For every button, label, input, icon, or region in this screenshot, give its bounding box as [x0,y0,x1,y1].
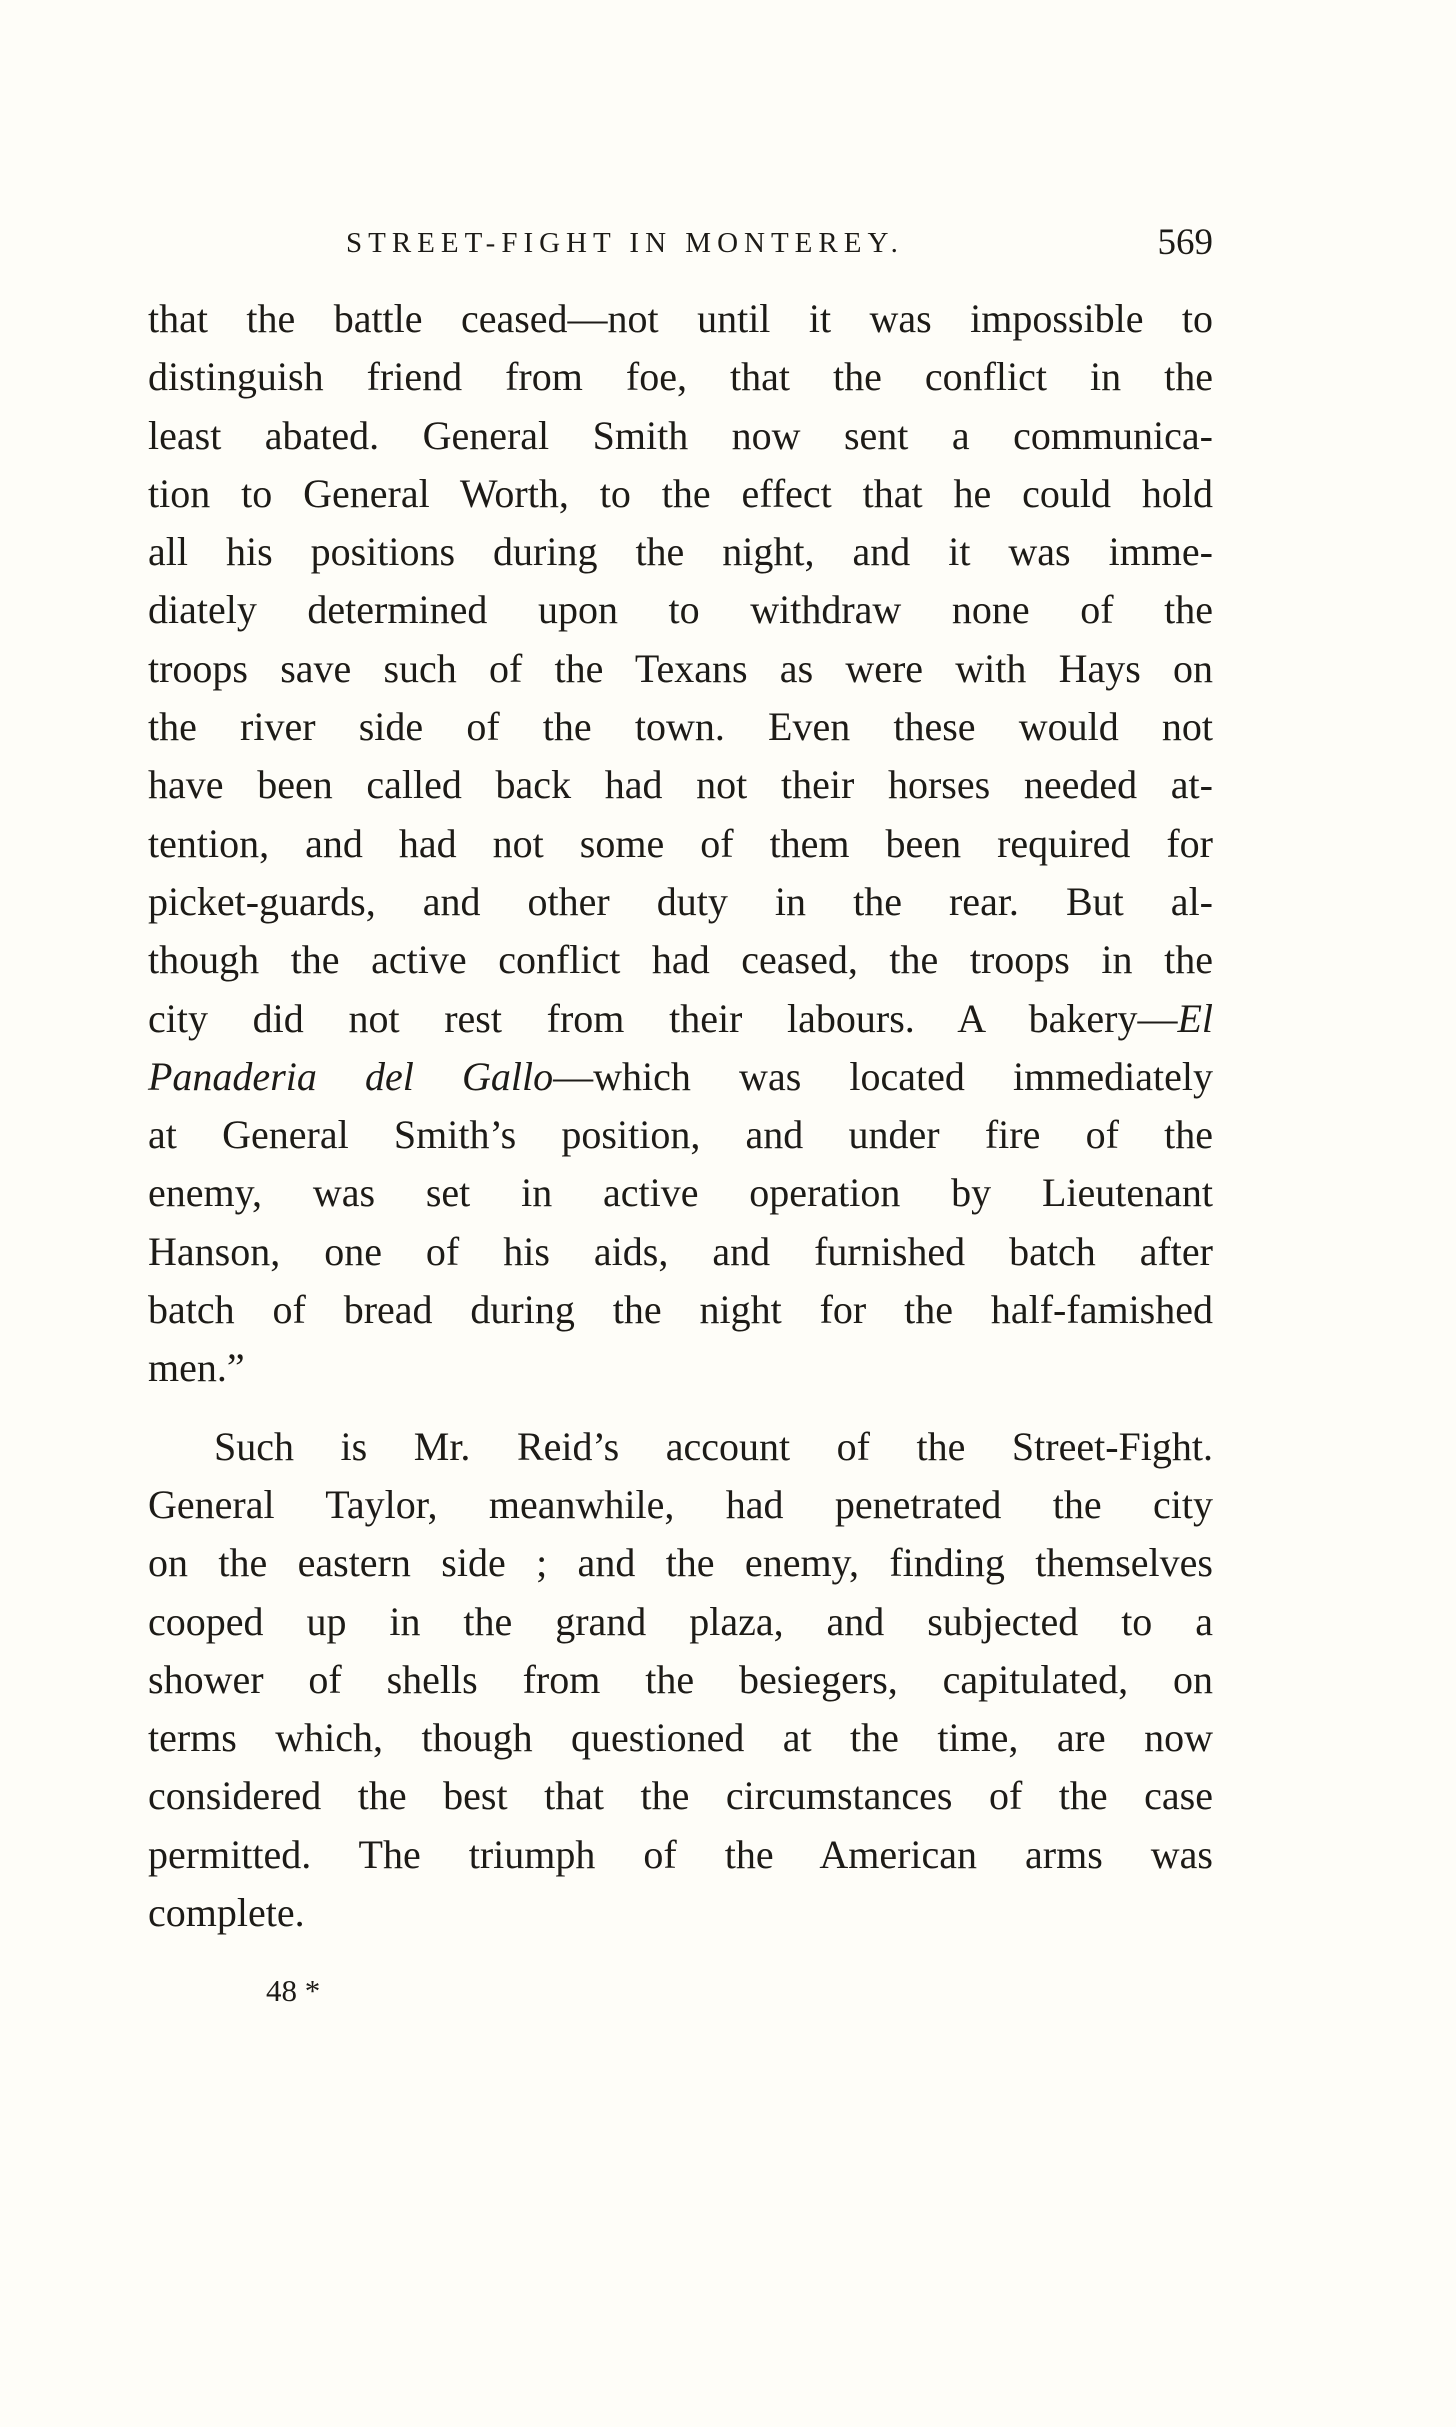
text-line-with-italic [148,990,1213,1048]
text-line: least abated. General Smith now sent a communica- [148,412,1213,458]
page-number: 569 [1157,222,1213,263]
text-line: General Taylor, meanwhile, had penetrated the city [148,1481,1213,1527]
italic-text: El [1177,995,1213,1041]
text-line: tion to General Worth, to the effect that he could hold [148,470,1213,516]
running-title: STREET-FIGHT IN MONTEREY. [346,227,904,259]
paragraph-2 [148,1418,1213,1943]
text-line: picket-guards, and other duty in the rear. But al- [148,878,1213,924]
text-line: considered the best that the circumstances of the case [148,1773,1213,1819]
text-line: complete. [148,1890,305,1936]
text-line: at General Smith’s position, and under fire of the [148,1112,1213,1158]
text-line: cooped up in the grand plaza, and subjected to a [148,1598,1213,1644]
text-line: have been called back had not their horses needed at- [148,762,1213,808]
text-line: all his positions during the night, and it was imme- [148,529,1213,575]
paragraph-gap [148,1398,1213,1418]
text-line: shower of shells from the besiegers, capitulated, on [148,1656,1213,1702]
text-line: permitted. The triumph of the American arms was [148,1831,1213,1877]
text-line: though the active conflict had ceased, the troops in the [148,937,1213,983]
text-line-with-italic [148,1048,1213,1106]
text-line: diately determined upon to withdraw none of the [148,587,1213,633]
text-line: distinguish friend from foe, that the conflict in the [148,354,1213,400]
signature-mark: 48 * [266,1973,321,2008]
text-line: tention, and had not some of them been required for [148,820,1213,866]
paragraph-1 [148,290,1213,1398]
line-text: city did not rest from their labours. A bakery— [148,995,1178,1041]
text-line: enemy, was set in active operation by Lieutenant [148,1170,1213,1216]
text-line: on the eastern side ; and the enemy, finding themselves [148,1540,1213,1586]
italic-text: Panaderia del Gallo [148,1053,554,1099]
text-line: men.” [148,1345,245,1391]
line-text: —which was located immediately [553,1053,1213,1099]
running-head [148,218,1213,268]
text-line: batch of bread during the night for the half-famished [148,1287,1213,1333]
text-line: troops save such of the Texans as were with Hays on [148,645,1213,691]
text-line: Hanson, one of his aids, and furnished batch after [148,1228,1213,1274]
text-line: that the battle ceased—not until it was impossible to [148,296,1213,341]
text-line: terms which, though questioned at the time, are now [148,1715,1213,1761]
body-text [148,290,1213,1942]
text-line: Such is Mr. Reid’s account of the Street-Fight. [214,1423,1213,1469]
text-line: the river side of the town. Even these would not [148,704,1213,750]
